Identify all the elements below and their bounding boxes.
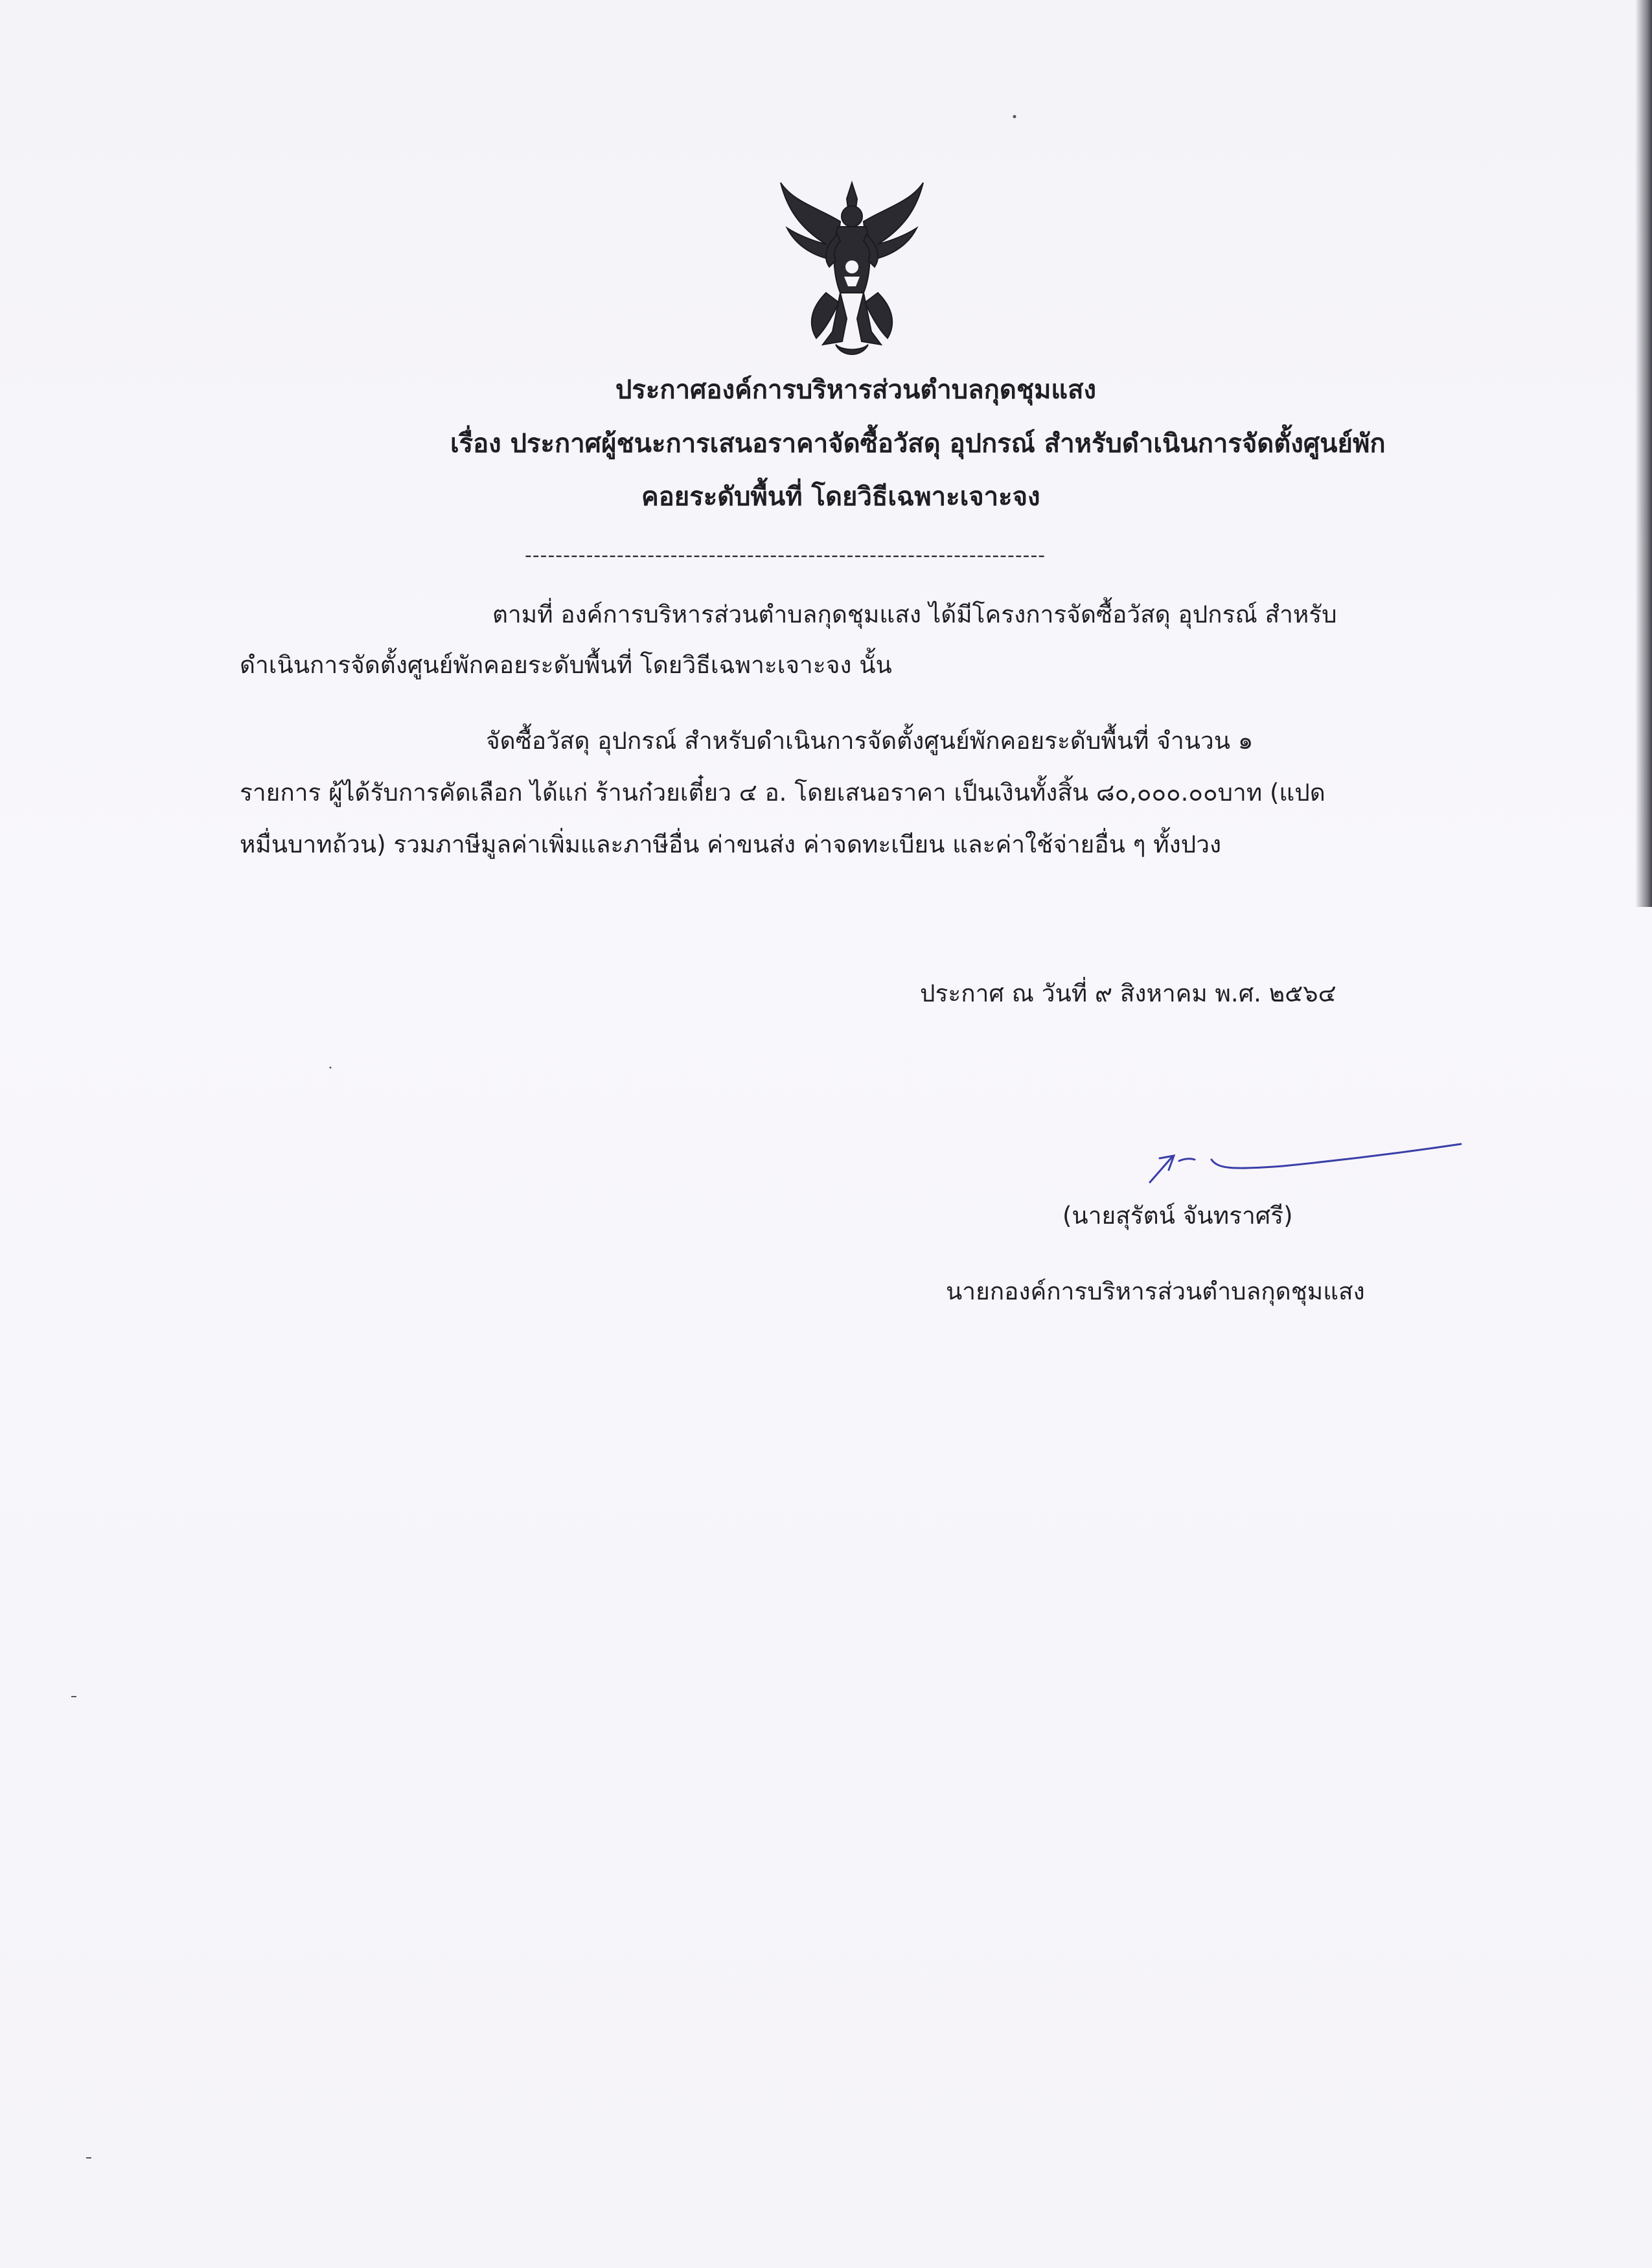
paragraph-2-line-2: รายการ ผู้ได้รับการคัดเลือก ได้แก่ ร้านก๋วยเตี๋ยว ๔ อ. โดยเสนอราคา เป็นเงินทั้งสิ้น ๘๐,๐๐๐.๐๐บาท (แปด [240, 779, 1325, 807]
signer-position: นายกองค์การบริหารส่วนตำบลกุดชุมแสง [946, 1277, 1365, 1305]
subject-line-1: เรื่อง ประกาศผู้ชนะการเสนอราคาจัดซื้อวัสดุ อุปกรณ์ สำหรับดำเนินการจัดตั้งศูนย์พัก [450, 429, 1386, 459]
subject-line-2: คอยระดับพื้นที่ โดยวิธีเฉพาะเจาะจง [641, 482, 1040, 512]
announcement-title: ประกาศองค์การบริหารส่วนตำบลกุดชุมแสง [615, 375, 1097, 405]
paragraph-2-line-1: จัดซื้อวัสดุ อุปกรณ์ สำหรับดำเนินการจัดตั้งศูนย์พักคอยระดับพื้นที่ จำนวน ๑ [486, 727, 1254, 755]
divider-line: -------------------------------------------------------------------- [525, 544, 1046, 567]
paragraph-2-line-3: หมื่นบาทถ้วน) รวมภาษีมูลค่าเพิ่มและภาษีอื่น ค่าขนส่ง ค่าจดทะเบียน และค่าใช้จ่ายอื่น ๆ ทั้งปวง [240, 830, 1222, 858]
signer-name: (นายสุรัตน์ จันทราศรี) [1062, 1202, 1293, 1230]
paragraph-1-line-2: ดำเนินการจัดตั้งศูนย์พักคอยระดับพื้นที่ โดยวิธีเฉพาะเจาะจง นั้น [240, 651, 892, 679]
announcement-date: ประกาศ ณ วันที่ ๙ สิงหาคม พ.ศ. ๒๕๖๔ [920, 979, 1337, 1007]
paragraph-1-line-1: ตามที่ องค์การบริหารส่วนตำบลกุดชุมแสง ได้มีโครงการจัดซื้อวัสดุ อุปกรณ์ สำหรับ [492, 601, 1337, 628]
